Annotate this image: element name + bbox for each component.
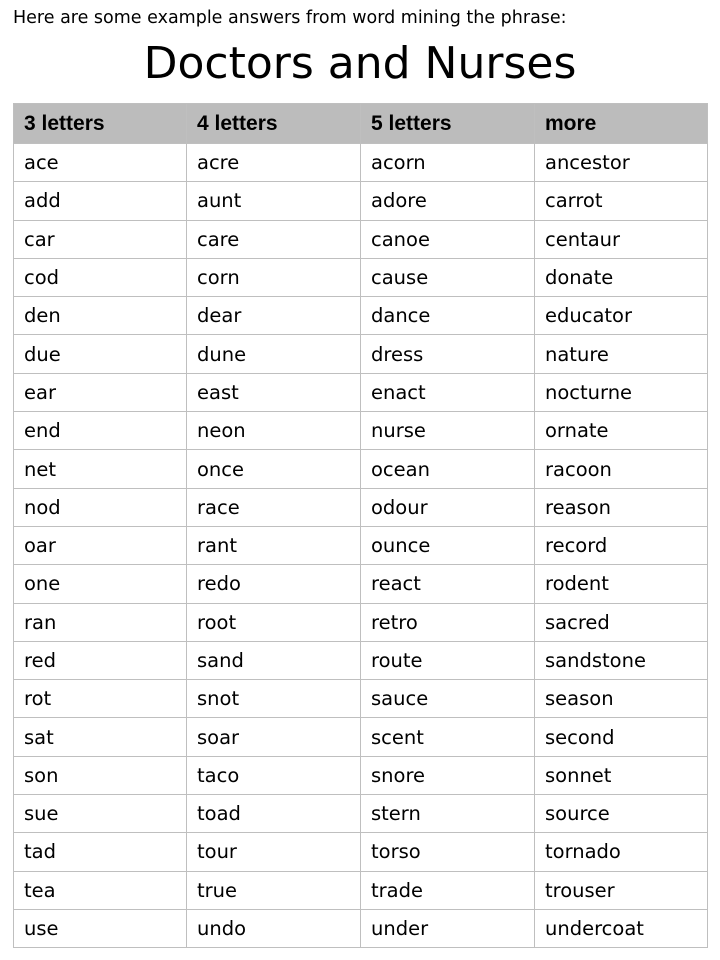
longer-word-cell: sandstone (535, 641, 708, 679)
five-letter-word-cell: enact (361, 373, 535, 411)
word-table (13, 103, 708, 948)
five-letter-word-cell: nurse (361, 412, 535, 450)
five-letter-word-cell: adore (361, 182, 535, 220)
five-letter-word-cell: scent (361, 718, 535, 756)
four-letter-word-cell: race (187, 488, 361, 526)
three-letter-word-cell: tea (14, 871, 187, 909)
three-letter-word-cell: one (14, 565, 187, 603)
table-row (14, 297, 708, 335)
longer-word-cell: season (535, 680, 708, 718)
three-letter-word-cell: son (14, 756, 187, 794)
four-letter-word-cell: redo (187, 565, 361, 603)
header-more: more (535, 104, 708, 144)
four-letter-word-cell: sand (187, 641, 361, 679)
three-letter-word-cell: sue (14, 795, 187, 833)
four-letter-word-cell: soar (187, 718, 361, 756)
word-rows (14, 144, 708, 948)
three-letter-word-cell: car (14, 220, 187, 258)
three-letter-word-cell: ear (14, 373, 187, 411)
longer-word-cell: nocturne (535, 373, 708, 411)
four-letter-word-cell: dear (187, 297, 361, 335)
longer-word-cell: carrot (535, 182, 708, 220)
table-row (14, 603, 708, 641)
four-letter-word-cell: taco (187, 756, 361, 794)
four-letter-word-cell: tour (187, 833, 361, 871)
five-letter-word-cell: torso (361, 833, 535, 871)
longer-word-cell: record (535, 526, 708, 564)
three-letter-word-cell: den (14, 297, 187, 335)
four-letter-word-cell: toad (187, 795, 361, 833)
five-letter-word-cell: under (361, 909, 535, 947)
longer-word-cell: educator (535, 297, 708, 335)
longer-word-cell: second (535, 718, 708, 756)
five-letter-word-cell: retro (361, 603, 535, 641)
table-row (14, 258, 708, 296)
header-4-letters: 4 letters (187, 104, 361, 144)
longer-word-cell: nature (535, 335, 708, 373)
three-letter-word-cell: cod (14, 258, 187, 296)
longer-word-cell: undercoat (535, 909, 708, 947)
three-letter-word-cell: use (14, 909, 187, 947)
four-letter-word-cell: neon (187, 412, 361, 450)
table-row (14, 871, 708, 909)
five-letter-word-cell: trade (361, 871, 535, 909)
three-letter-word-cell: oar (14, 526, 187, 564)
five-letter-word-cell: react (361, 565, 535, 603)
five-letter-word-cell: snore (361, 756, 535, 794)
five-letter-word-cell: canoe (361, 220, 535, 258)
longer-word-cell: rodent (535, 565, 708, 603)
longer-word-cell: ancestor (535, 144, 708, 182)
five-letter-word-cell: cause (361, 258, 535, 296)
five-letter-word-cell: ocean (361, 450, 535, 488)
five-letter-word-cell: acorn (361, 144, 535, 182)
three-letter-word-cell: add (14, 182, 187, 220)
four-letter-word-cell: true (187, 871, 361, 909)
five-letter-word-cell: stern (361, 795, 535, 833)
longer-word-cell: trouser (535, 871, 708, 909)
four-letter-word-cell: root (187, 603, 361, 641)
table-row (14, 565, 708, 603)
table-row (14, 795, 708, 833)
four-letter-word-cell: undo (187, 909, 361, 947)
table-row (14, 144, 708, 182)
table-row (14, 412, 708, 450)
three-letter-word-cell: ace (14, 144, 187, 182)
four-letter-word-cell: rant (187, 526, 361, 564)
table-row (14, 488, 708, 526)
table-row (14, 718, 708, 756)
three-letter-word-cell: net (14, 450, 187, 488)
five-letter-word-cell: dance (361, 297, 535, 335)
table-row (14, 335, 708, 373)
table-row (14, 756, 708, 794)
three-letter-word-cell: tad (14, 833, 187, 871)
five-letter-word-cell: sauce (361, 680, 535, 718)
three-letter-word-cell: ran (14, 603, 187, 641)
header-row (14, 104, 708, 144)
four-letter-word-cell: once (187, 450, 361, 488)
longer-word-cell: reason (535, 488, 708, 526)
longer-word-cell: source (535, 795, 708, 833)
three-letter-word-cell: red (14, 641, 187, 679)
intro-text: Here are some example answers from word mining the phrase: (13, 8, 567, 28)
table-row (14, 373, 708, 411)
three-letter-word-cell: nod (14, 488, 187, 526)
three-letter-word-cell: rot (14, 680, 187, 718)
table-row (14, 526, 708, 564)
four-letter-word-cell: east (187, 373, 361, 411)
table-row (14, 833, 708, 871)
longer-word-cell: centaur (535, 220, 708, 258)
page-title: Doctors and Nurses (143, 38, 577, 89)
longer-word-cell: ornate (535, 412, 708, 450)
longer-word-cell: sacred (535, 603, 708, 641)
four-letter-word-cell: dune (187, 335, 361, 373)
longer-word-cell: donate (535, 258, 708, 296)
longer-word-cell: tornado (535, 833, 708, 871)
header-5-letters: 5 letters (361, 104, 535, 144)
table-row (14, 909, 708, 947)
table-row (14, 450, 708, 488)
four-letter-word-cell: aunt (187, 182, 361, 220)
four-letter-word-cell: care (187, 220, 361, 258)
table-row (14, 680, 708, 718)
five-letter-word-cell: dress (361, 335, 535, 373)
four-letter-word-cell: snot (187, 680, 361, 718)
three-letter-word-cell: sat (14, 718, 187, 756)
three-letter-word-cell: due (14, 335, 187, 373)
four-letter-word-cell: corn (187, 258, 361, 296)
longer-word-cell: sonnet (535, 756, 708, 794)
table-row (14, 641, 708, 679)
five-letter-word-cell: ounce (361, 526, 535, 564)
three-letter-word-cell: end (14, 412, 187, 450)
four-letter-word-cell: acre (187, 144, 361, 182)
header-3-letters: 3 letters (14, 104, 187, 144)
longer-word-cell: racoon (535, 450, 708, 488)
table-row (14, 220, 708, 258)
five-letter-word-cell: route (361, 641, 535, 679)
five-letter-word-cell: odour (361, 488, 535, 526)
table-row (14, 182, 708, 220)
